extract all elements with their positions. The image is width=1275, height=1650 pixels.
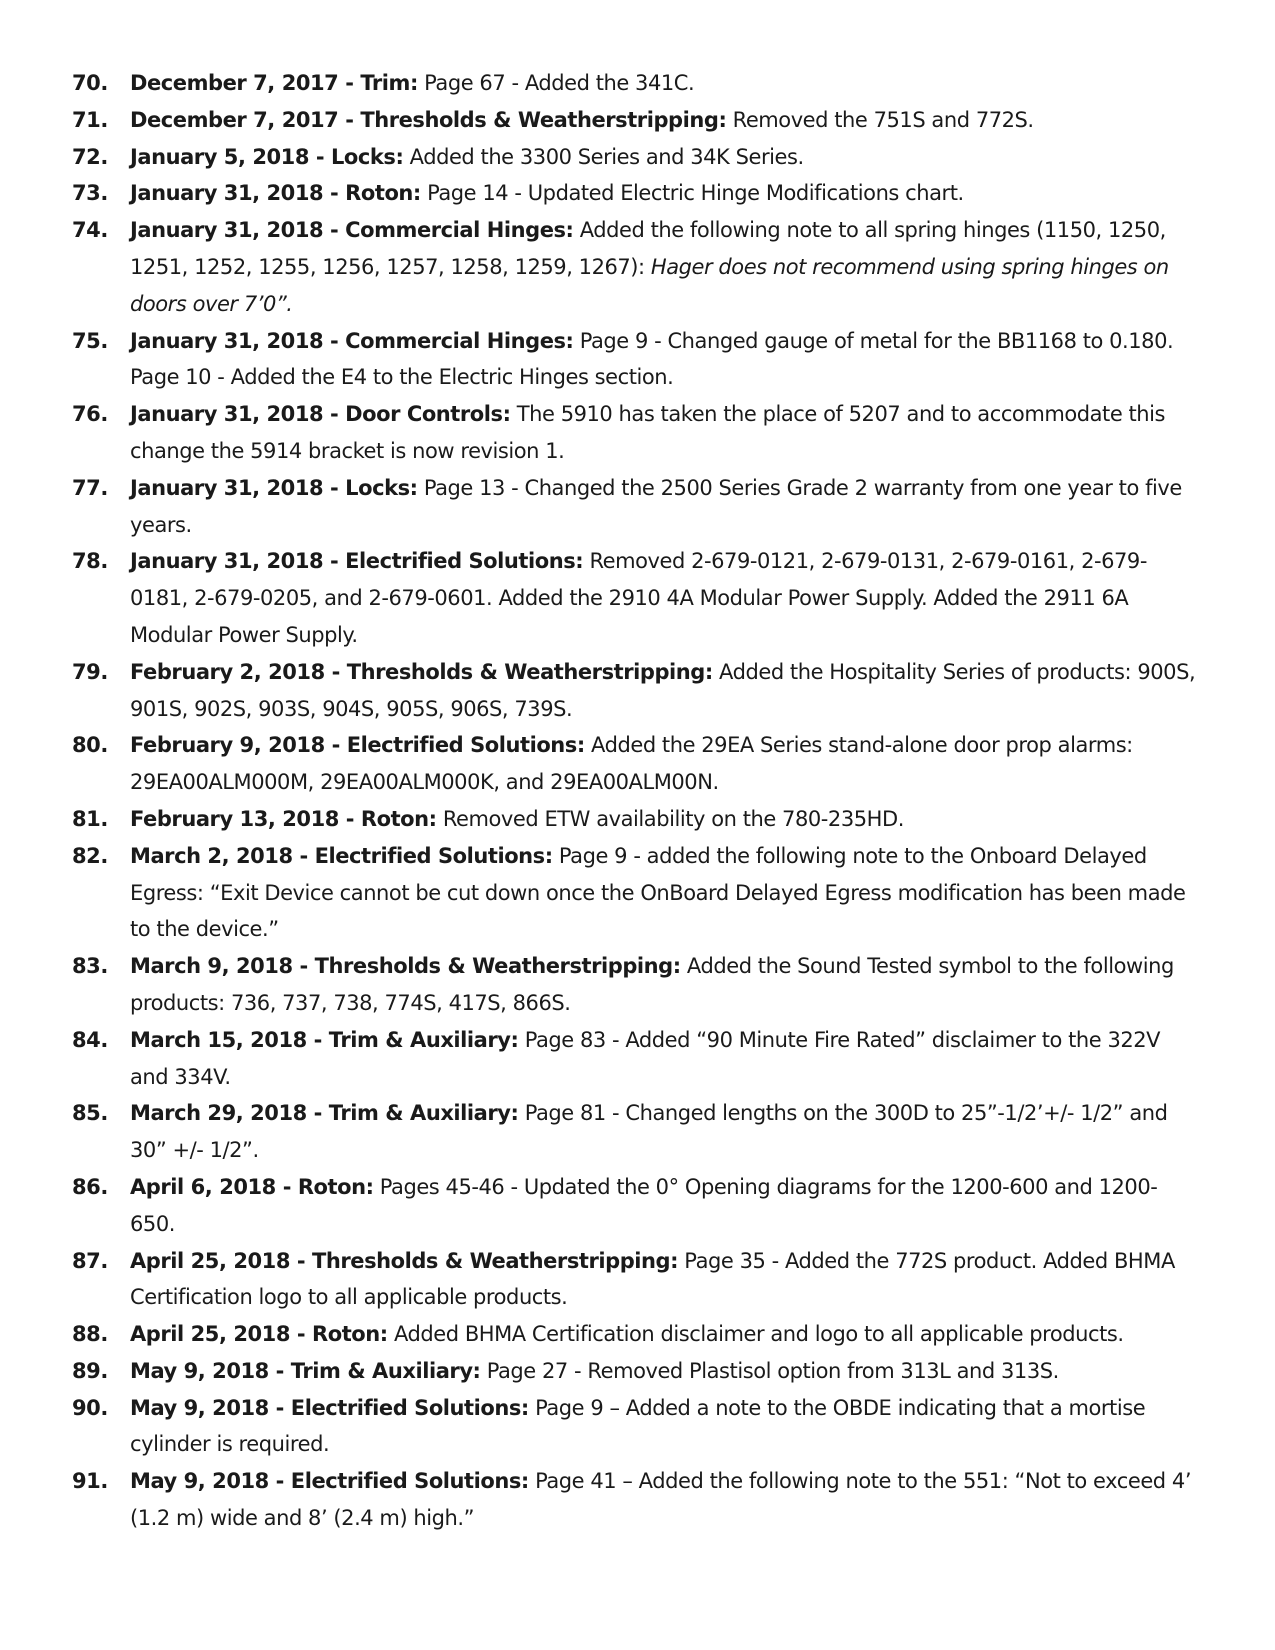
list-item <box>72 175 1202 212</box>
item-heading: January 31, 2018 - Commercial Hinges: <box>130 218 574 243</box>
item-number: 91. <box>72 1469 108 1494</box>
list-item <box>72 1316 1202 1353</box>
item-text: Added the 29EA Series stand-alone door prop alarms: 29EA00ALM000M, 29EA00ALM000K, and 29EA00ALM00N. <box>130 733 1133 795</box>
item-text: Removed 2-679-0121, 2-679-0131, 2-679-0161, 2-679-0181, 2-679-0205, and 2-679-0601. Added the 2910 4A Modular Power Supply. Added the 2911 6A Modular Power Supply. <box>130 549 1147 647</box>
item-body <box>130 1022 1202 1096</box>
item-number: 72. <box>72 144 108 169</box>
item-heading: March 2, 2018 - Electrified Solutions: <box>130 843 553 868</box>
list-item <box>72 139 1202 176</box>
item-number: 79. <box>72 659 108 684</box>
item-body <box>130 1243 1202 1317</box>
item-body <box>130 139 1202 176</box>
item-number: 78. <box>72 549 108 574</box>
item-number: 82. <box>72 843 108 868</box>
item-heading: April 6, 2018 - Roton: <box>130 1174 374 1199</box>
item-body <box>130 654 1202 728</box>
item-number: 74. <box>72 218 108 243</box>
item-body <box>130 1390 1202 1464</box>
item-body <box>130 1316 1202 1353</box>
list-item <box>72 654 1202 728</box>
list-item <box>72 801 1202 838</box>
item-text: Added the Sound Tested symbol to the following products: 736, 737, 738, 774S, 417S, 866S. <box>130 954 1174 1015</box>
item-heading: December 7, 2017 - Thresholds & Weatherstripping: <box>130 107 727 132</box>
item-number: 85. <box>72 1101 108 1126</box>
item-heading: March 9, 2018 - Thresholds & Weatherstripping: <box>130 954 681 979</box>
item-text: Pages 45-46 - Updated the 0° Opening diagrams for the 1200-600 and 1200-650. <box>130 1174 1158 1236</box>
list-item <box>72 1243 1202 1317</box>
list-item <box>72 948 1202 1022</box>
item-number: 76. <box>72 402 108 427</box>
item-body <box>130 1463 1202 1537</box>
item-number: 75. <box>72 328 108 353</box>
item-body <box>130 470 1202 544</box>
item-body <box>130 543 1202 653</box>
list-item <box>72 323 1202 397</box>
list-item <box>72 1463 1202 1537</box>
item-text: Added BHMA Certification disclaimer and logo to all applicable products. <box>387 1322 1124 1347</box>
list-item <box>72 838 1202 948</box>
list-item <box>72 1390 1202 1464</box>
item-body <box>130 1353 1202 1390</box>
item-text: Removed ETW availability on the 780-235HD. <box>436 806 904 831</box>
item-number: 84. <box>72 1027 108 1052</box>
list-item <box>72 727 1202 801</box>
item-text: Page 83 - Added “90 Minute Fire Rated” disclaimer to the 322V and 334V. <box>130 1027 1161 1089</box>
item-text: Page 9 - Changed gauge of metal for the BB1168 to 0.180. Page 10 - Added the E4 to the Electric Hinges section. <box>130 328 1174 390</box>
item-text: Page 14 - Updated Electric Hinge Modifications chart. <box>420 181 964 206</box>
item-body <box>130 801 1202 838</box>
item-body <box>130 212 1202 322</box>
item-heading: April 25, 2018 - Roton: <box>130 1322 388 1347</box>
item-number: 80. <box>72 733 108 758</box>
item-body <box>130 65 1202 102</box>
item-number: 87. <box>72 1248 108 1273</box>
list-item <box>72 1353 1202 1390</box>
list-item <box>72 65 1202 102</box>
item-heading: March 29, 2018 - Trim & Auxiliary: <box>130 1101 519 1126</box>
list-item <box>72 1169 1202 1243</box>
item-number: 89. <box>72 1358 108 1383</box>
item-heading: March 15, 2018 - Trim & Auxiliary: <box>130 1027 519 1052</box>
item-text: Page 9 - added the following note to the Onboard Delayed Egress: “Exit Device cannot be cut down once the OnBoard Delayed Egress modification has been made to the device.” <box>130 843 1186 942</box>
item-heading: May 9, 2018 - Trim & Auxiliary: <box>130 1358 481 1383</box>
item-body <box>130 102 1202 139</box>
item-heading: January 31, 2018 - Roton: <box>130 181 421 206</box>
item-text: Page 41 – Added the following note to the 551: “Not to exceed 4’ (1.2 m) wide and 8’ (2.4 m) high.” <box>130 1469 1192 1531</box>
item-heading: February 9, 2018 - Electrified Solutions: <box>130 733 585 758</box>
item-number: 77. <box>72 475 108 500</box>
item-body <box>130 323 1202 397</box>
item-body <box>130 948 1202 1022</box>
item-body <box>130 396 1202 470</box>
item-number: 81. <box>72 806 108 831</box>
item-heading: May 9, 2018 - Electrified Solutions: <box>130 1395 529 1420</box>
item-heading: February 13, 2018 - Roton: <box>130 806 437 831</box>
item-number: 86. <box>72 1174 108 1199</box>
item-text: Added the Hospitality Series of products: 900S, 901S, 902S, 903S, 904S, 905S, 906S, 739S. <box>130 659 1196 721</box>
item-number: 71. <box>72 107 108 132</box>
revision-list <box>72 65 1202 1537</box>
item-number: 88. <box>72 1322 108 1347</box>
item-heading: January 31, 2018 - Commercial Hinges: <box>130 328 574 353</box>
item-heading: February 2, 2018 - Thresholds & Weatherstripping: <box>130 659 713 684</box>
list-item <box>72 1022 1202 1096</box>
item-body <box>130 727 1202 801</box>
item-heading: January 31, 2018 - Locks: <box>130 475 418 500</box>
item-heading: January 5, 2018 - Locks: <box>130 144 404 169</box>
list-item <box>72 470 1202 544</box>
item-text: Added the following note to all spring hinges (1150, 1250, 1251, 1252, 1255, 1256, 1257, 1258, 1259, 1267): <box>130 218 1166 279</box>
item-number: 90. <box>72 1395 108 1420</box>
item-number: 83. <box>72 954 108 979</box>
item-italic-note: Hager does not recommend using spring hinges on doors over 7’0”. <box>130 254 1169 316</box>
item-text: Page 13 - Changed the 2500 Series Grade 2 warranty from one year to five years. <box>130 475 1182 537</box>
item-heading: April 25, 2018 - Thresholds & Weatherstripping: <box>130 1248 679 1273</box>
item-body <box>130 838 1202 948</box>
item-text: Page 9 – Added a note to the OBDE indicating that a mortise cylinder is required. <box>130 1395 1146 1457</box>
item-text: Page 27 - Removed Plastisol option from 313L and 313S. <box>480 1358 1059 1383</box>
item-heading: January 31, 2018 - Electrified Solutions: <box>130 549 584 574</box>
list-item <box>72 396 1202 470</box>
item-heading: May 9, 2018 - Electrified Solutions: <box>130 1469 529 1494</box>
item-text: Page 35 - Added the 772S product. Added BHMA Certification logo to all applicable products. <box>130 1248 1175 1310</box>
item-body <box>130 1169 1202 1243</box>
list-item <box>72 543 1202 653</box>
item-text: The 5910 has taken the place of 5207 and to accommodate this change the 5914 bracket is now revision 1. <box>130 402 1166 463</box>
list-item <box>72 1095 1202 1169</box>
item-text: Added the 3300 Series and 34K Series. <box>403 144 804 169</box>
item-text: Page 67 - Added the 341C. <box>417 71 695 95</box>
list-item <box>72 102 1202 139</box>
item-number: 73. <box>72 181 108 206</box>
item-heading: December 7, 2017 - Trim: <box>130 71 418 95</box>
item-text: Removed the 751S and 772S. <box>726 107 1034 132</box>
item-body <box>130 1095 1202 1169</box>
item-number: 70. <box>72 71 108 95</box>
item-body <box>130 175 1202 212</box>
list-item <box>72 212 1202 322</box>
item-text: Page 81 - Changed lengths on the 300D to 25”-1/2’+/- 1/2” and 30” +/- 1/2”. <box>130 1101 1168 1163</box>
item-heading: January 31, 2018 - Door Controls: <box>130 402 511 427</box>
